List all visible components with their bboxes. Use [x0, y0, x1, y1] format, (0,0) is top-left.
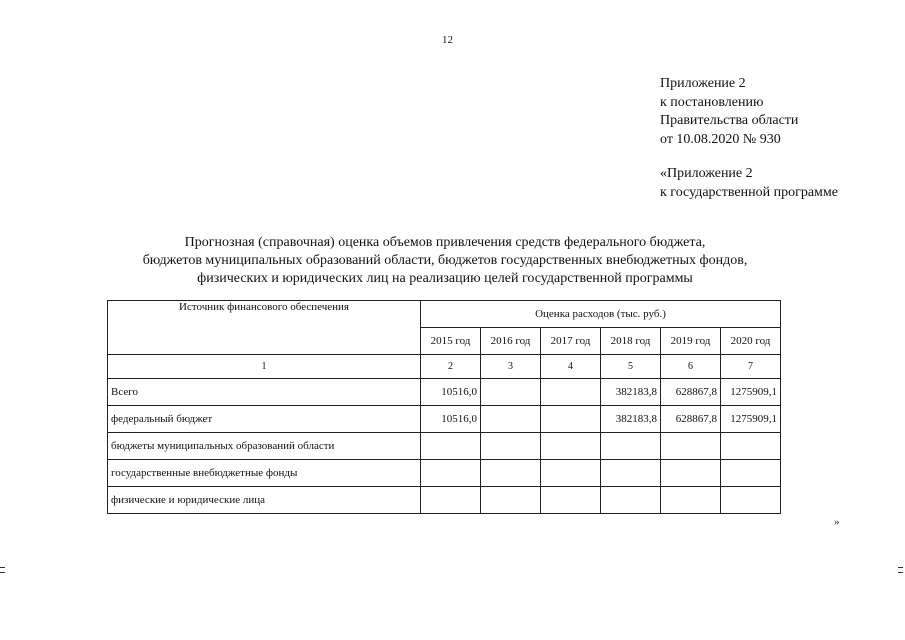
- column-number: 6: [661, 355, 721, 379]
- column-number: 7: [721, 355, 781, 379]
- financing-table: [107, 300, 781, 514]
- year-header: 2019 год: [661, 328, 721, 355]
- cell-value: [421, 460, 481, 487]
- table-row: [108, 460, 781, 487]
- column-number: 1: [108, 355, 421, 379]
- source-header: Источник финансового обеспечения: [108, 301, 421, 355]
- cell-value: [541, 379, 601, 406]
- table-row: [108, 406, 781, 433]
- cell-value: [481, 379, 541, 406]
- page-number: 12: [442, 34, 453, 46]
- cell-value: [421, 487, 481, 514]
- cell-value: [541, 406, 601, 433]
- year-header: 2020 год: [721, 328, 781, 355]
- column-number: 4: [541, 355, 601, 379]
- cell-value: [601, 433, 661, 460]
- right-scan-mark: [898, 572, 903, 573]
- cell-value: [601, 487, 661, 514]
- cell-value: [601, 460, 661, 487]
- title-line: Прогнозная (справочная) оценка объемов привлечения средств федерального бюджета,: [184, 235, 706, 250]
- cell-value: [721, 460, 781, 487]
- cell-value: 1275909,1: [721, 379, 781, 406]
- cell-value: 10516,0: [421, 406, 481, 433]
- title-line: физических и юридических лиц на реализацию целей государственной программы: [197, 271, 693, 286]
- cell-value: 628867,8: [661, 379, 721, 406]
- document-title: [100, 234, 790, 288]
- cell-value: 382183,8: [601, 379, 661, 406]
- column-number: 3: [481, 355, 541, 379]
- program-annex-line: к государственной программе: [660, 184, 838, 200]
- left-scan-mark: [0, 567, 5, 568]
- annex-line: к постановлению: [660, 94, 764, 110]
- cell-value: [481, 433, 541, 460]
- row-label: бюджеты муниципальных образований области: [108, 433, 421, 460]
- closing-quote: »: [834, 516, 840, 528]
- annex-line: Приложение 2: [660, 76, 746, 91]
- cell-value: [421, 433, 481, 460]
- cell-value: [481, 487, 541, 514]
- column-number: 5: [601, 355, 661, 379]
- cell-value: [541, 487, 601, 514]
- table-row: [108, 379, 781, 406]
- table-row: [108, 433, 781, 460]
- cell-value: [541, 460, 601, 487]
- cell-value: [661, 460, 721, 487]
- year-header: 2015 год: [421, 328, 481, 355]
- row-label: федеральный бюджет: [108, 406, 421, 433]
- year-header: 2016 год: [481, 328, 541, 355]
- cell-value: [541, 433, 601, 460]
- annex-line: от 10.08.2020 № 930: [660, 131, 781, 147]
- table-row: [108, 487, 781, 514]
- program-annex-header: [660, 165, 838, 202]
- annex-header: [660, 75, 798, 149]
- cell-value: 10516,0: [421, 379, 481, 406]
- cell-value: [481, 460, 541, 487]
- title-line: бюджетов муниципальных образований области, бюджетов государственных внебюджетных фондов,: [142, 253, 748, 268]
- right-scan-mark: [898, 567, 903, 568]
- year-header: 2017 год: [541, 328, 601, 355]
- program-annex-line: «Приложение 2: [660, 166, 753, 181]
- row-label: физические и юридические лица: [108, 487, 421, 514]
- expenses-group-header: Оценка расходов (тыс. руб.): [421, 301, 781, 328]
- cell-value: [721, 487, 781, 514]
- cell-value: [661, 433, 721, 460]
- annex-line: Правительства области: [660, 113, 799, 128]
- cell-value: [481, 406, 541, 433]
- row-label: Всего: [108, 379, 421, 406]
- cell-value: 1275909,1: [721, 406, 781, 433]
- cell-value: 628867,8: [661, 406, 721, 433]
- cell-value: [661, 487, 721, 514]
- cell-value: [721, 433, 781, 460]
- year-header: 2018 год: [601, 328, 661, 355]
- left-scan-mark: [0, 572, 5, 573]
- cell-value: 382183,8: [601, 406, 661, 433]
- row-label: государственные внебюджетные фонды: [108, 460, 421, 487]
- column-number: 2: [421, 355, 481, 379]
